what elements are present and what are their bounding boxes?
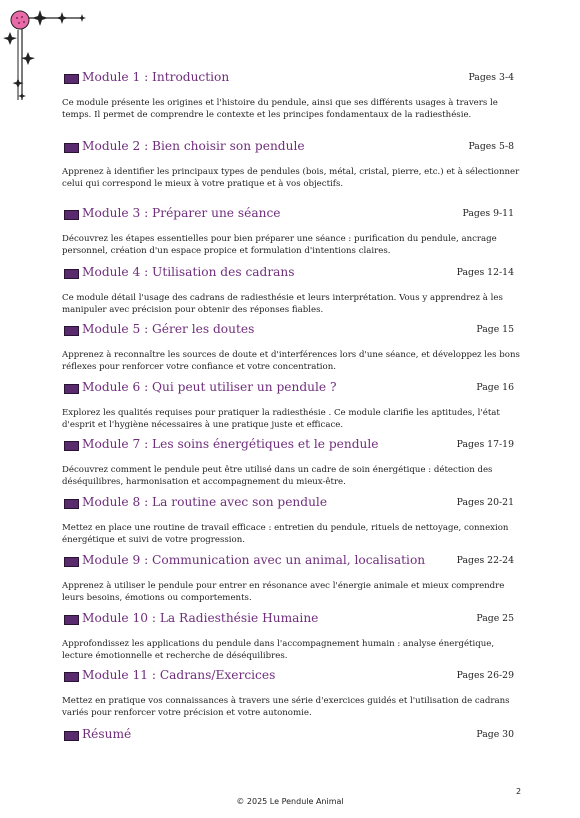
module-heading bbox=[62, 322, 522, 340]
module-title: Module 8 : La routine avec son pendule bbox=[82, 495, 328, 509]
bullet-marker-icon bbox=[64, 672, 79, 682]
bullet-marker-icon bbox=[64, 615, 79, 625]
module-pages: Pages 9-11 bbox=[462, 208, 514, 219]
module-entry bbox=[62, 495, 522, 546]
module-description: Apprenez à utiliser le pendule pour entrer en résonance avec l'énergie animale et mieux comprendre leurs besoins, émotions ou comportements. bbox=[62, 581, 505, 603]
module-heading bbox=[62, 380, 522, 398]
module-heading bbox=[62, 265, 522, 283]
module-title: Module 9 : Communication avec un animal, localisation bbox=[82, 553, 426, 567]
module-pages: Page 16 bbox=[476, 382, 514, 393]
module-description: Découvrez les étapes essentielles pour bien préparer une séance : purification du pendule, ancrage personnel, création d'un espace propice et formulation d'intentions claires. bbox=[62, 234, 497, 256]
module-description: Découvrez comment le pendule peut être utilisé dans un cadre de soin énergétique : détection des déséquilibres, harmonisation et accompagnement du mieux-être. bbox=[62, 465, 493, 487]
bullet-marker-icon bbox=[64, 731, 79, 741]
module-title: Résumé bbox=[82, 727, 132, 741]
module-heading bbox=[62, 668, 522, 686]
bullet-marker-icon bbox=[64, 326, 79, 336]
module-description: Mettez en pratique vos connaissances à travers une série d'exercices guidés et l'utilisation de cadrans variés pour renforcer votre précision et votre autonomie. bbox=[62, 696, 510, 718]
module-description: Approfondissez les applications du pendule dans l'accompagnement humain : analyse énergétique, lecture émotionnelle et recherche de déséquilibres. bbox=[62, 639, 495, 661]
bullet-marker-icon bbox=[64, 74, 79, 84]
module-heading bbox=[62, 727, 522, 745]
bullet-marker-icon bbox=[64, 269, 79, 279]
module-entry bbox=[62, 70, 522, 121]
module-entry bbox=[62, 553, 522, 604]
module-title: Module 2 : Bien choisir son pendule bbox=[82, 139, 305, 153]
module-description: Ce module détail l'usage des cadrans de radiesthésie et leurs interprétation. Vous y apprendrez à les manipuler avec précision pour obtenir des réponses fiables. bbox=[62, 293, 503, 315]
module-heading bbox=[62, 437, 522, 455]
module-description: Apprenez à identifier les principaux types de pendules (bois, métal, cristal, pierre, etc.) et à sélectionner celui qui correspond le mieux à votre pratique et à vos objectifs. bbox=[62, 167, 520, 189]
module-entry bbox=[62, 139, 522, 190]
module-heading bbox=[62, 495, 522, 513]
module-description: Ce module présente les origines et l'histoire du pendule, ainsi que ses différents usages à travers le temps. Il permet de comprendre le contexte et les principes fondamentaux de la radiesthésie. bbox=[62, 98, 498, 120]
module-entry bbox=[62, 668, 522, 719]
module-heading bbox=[62, 611, 522, 629]
module-title: Module 11 : Cadrans/Exercices bbox=[82, 668, 276, 682]
bullet-marker-icon bbox=[64, 441, 79, 451]
module-pages: Page 30 bbox=[476, 729, 514, 740]
module-entry bbox=[62, 437, 522, 488]
module-pages: Pages 5-8 bbox=[468, 141, 514, 152]
module-entry bbox=[62, 611, 522, 662]
module-title: Module 3 : Préparer une séance bbox=[82, 206, 281, 220]
bullet-marker-icon bbox=[64, 143, 79, 153]
module-description: Apprenez à reconnaître les sources de doute et d'interférences lors d'une séance, et développez les bons réflexes pour renforcer votre confiance et votre concentration. bbox=[62, 350, 520, 372]
module-pages: Pages 3-4 bbox=[468, 72, 514, 83]
module-heading bbox=[62, 206, 522, 224]
page-number: 2 bbox=[516, 787, 522, 796]
module-title: Module 6 : Qui peut utiliser un pendule ? bbox=[82, 380, 337, 394]
module-title: Module 1 : Introduction bbox=[82, 70, 230, 84]
module-title: Module 7 : Les soins énergétiques et le pendule bbox=[82, 437, 379, 451]
module-title: Module 10 : La Radiesthésie Humaine bbox=[82, 611, 319, 625]
module-description: Mettez en place une routine de travail efficace : entretien du pendule, rituels de nettoyage, connexion énergétique et suivi de votre progression. bbox=[62, 523, 509, 545]
module-pages: Pages 17-19 bbox=[456, 439, 514, 450]
module-pages: Pages 20-21 bbox=[456, 497, 514, 508]
bullet-marker-icon bbox=[64, 557, 79, 567]
bullet-marker-icon bbox=[64, 499, 79, 509]
module-heading bbox=[62, 70, 522, 88]
module-title: Module 4 : Utilisation des cadrans bbox=[82, 265, 295, 279]
module-description: Explorez les qualités requises pour pratiquer la radiesthésie . Ce module clarifie les aptitudes, l'état d'esprit et l'hygiène nécessaires à une pratique juste et efficace. bbox=[62, 408, 500, 430]
module-entry bbox=[62, 727, 522, 745]
module-pages: Page 15 bbox=[476, 324, 514, 335]
module-entry bbox=[62, 206, 522, 257]
module-heading bbox=[62, 553, 522, 571]
module-pages: Pages 22-24 bbox=[456, 555, 514, 566]
module-entry bbox=[62, 265, 522, 316]
bullet-marker-icon bbox=[64, 384, 79, 394]
footer-copyright: © 2025 Le Pendule Animal bbox=[236, 797, 344, 806]
module-entry bbox=[62, 322, 522, 373]
module-pages: Pages 12-14 bbox=[456, 267, 514, 278]
module-pages: Page 25 bbox=[476, 613, 514, 624]
module-pages: Pages 26-29 bbox=[456, 670, 514, 681]
bullet-marker-icon bbox=[64, 210, 79, 220]
module-heading bbox=[62, 139, 522, 157]
module-entry bbox=[62, 380, 522, 431]
module-title: Module 5 : Gérer les doutes bbox=[82, 322, 255, 336]
